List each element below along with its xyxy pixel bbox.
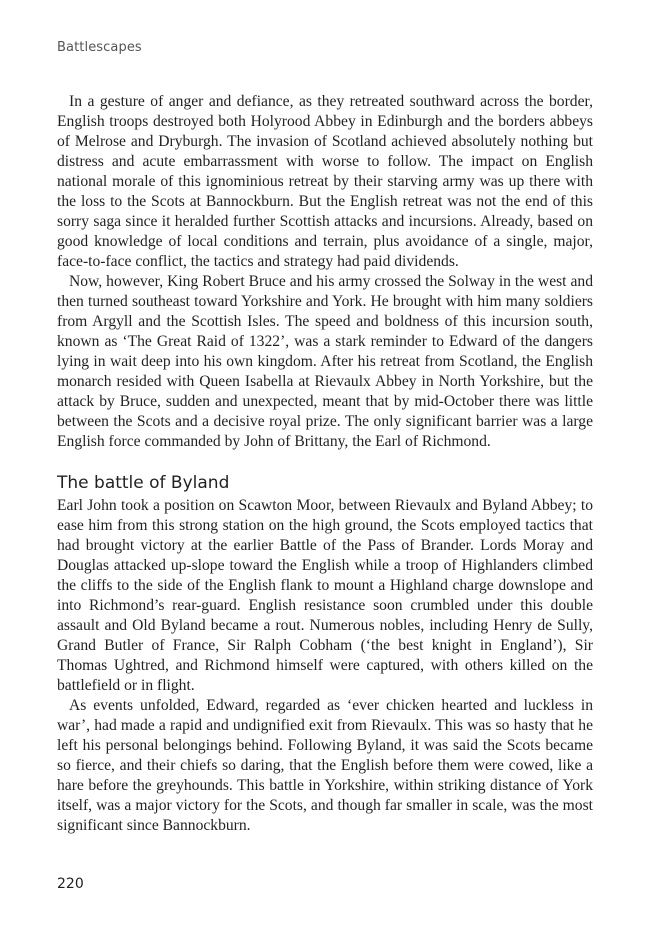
paragraph: Earl John took a position on Scawton Moor, between Rievaulx and Byland Abbey; to ease him from this strong station on the high ground, the Scots employed tactics that had brought victory at the earlier Battle of the Pass of Brander. Lords Moray and Douglas attacked up-slope toward the English while a troop of Highlanders climbed the cliffs to the side of the English flank to mount a Highland charge downslope and into Richmond’s rear-guard. English resistance soon crumbled under this double assault and Old Byland became a rout. Numerous nobles, including Henry de Sully, Grand Butler of France, Sir Ralph Cobham (‘the best knight in England’), Sir Thomas Ughtred, and Richmond himself were captured, with others killed on the battlefield or in flight. (57, 497, 593, 694)
running-head: Battlescapes (57, 40, 142, 55)
paragraph: In a gesture of anger and defiance, as they retreated southward across the border, English troops destroyed both Holyrood Abbey in Edinburgh and the borders abbeys of Melrose and Dryburgh. The invasion of Scotland achieved absolutely nothing but distress and acute embarrassment with worse to follow. The impact on English national morale of this ignominious retreat by their starving army was up there with the loss to the Scots at Bannockburn. But the English retreat was not the end of this sorry saga since it heralded further Scottish attacks and incursions. Already, based on good knowledge of local conditions and terrain, plus avoidance of a single, major, face-to-face conflict, the tactics and strategy had paid dividends. (57, 93, 593, 270)
paragraph: Now, however, King Robert Bruce and his army crossed the Solway in the west and then turned southeast toward Yorkshire and York. He brought with him many soldiers from Argyll and the Scottish Isles. The speed and boldness of this incursion south, known as ‘The Great Raid of 1322’, was a stark reminder to Edward of the dangers lying in wait deep into his own kingdom. After his retreat from Scotland, the English monarch resided with Queen Isabella at Rievaulx Abbey in North Yorkshire, but the attack by Bruce, sudden and unexpected, meant that by mid-October there was little between the Scots and a decisive royal prize. The only significant barrier was a large English force commanded by John of Brittany, the Earl of Richmond. (57, 273, 593, 450)
body-text (57, 92, 593, 836)
page-number: 220 (57, 876, 84, 892)
section-heading: The battle of Byland (57, 473, 230, 493)
paragraph: As events unfolded, Edward, regarded as ‘ever chicken hearted and luckless in war’, had made a rapid and undignified exit from Rievaulx. This was so hasty that he left his personal belongings behind. Following Byland, it was said the Scots became so fierce, and their chiefs so daring, that the English before them were cowed, like a hare before the greyhounds. This battle in Yorkshire, within striking distance of York itself, was a major victory for the Scots, and though far smaller in scale, was the most significant since Bannockburn. (57, 697, 593, 834)
